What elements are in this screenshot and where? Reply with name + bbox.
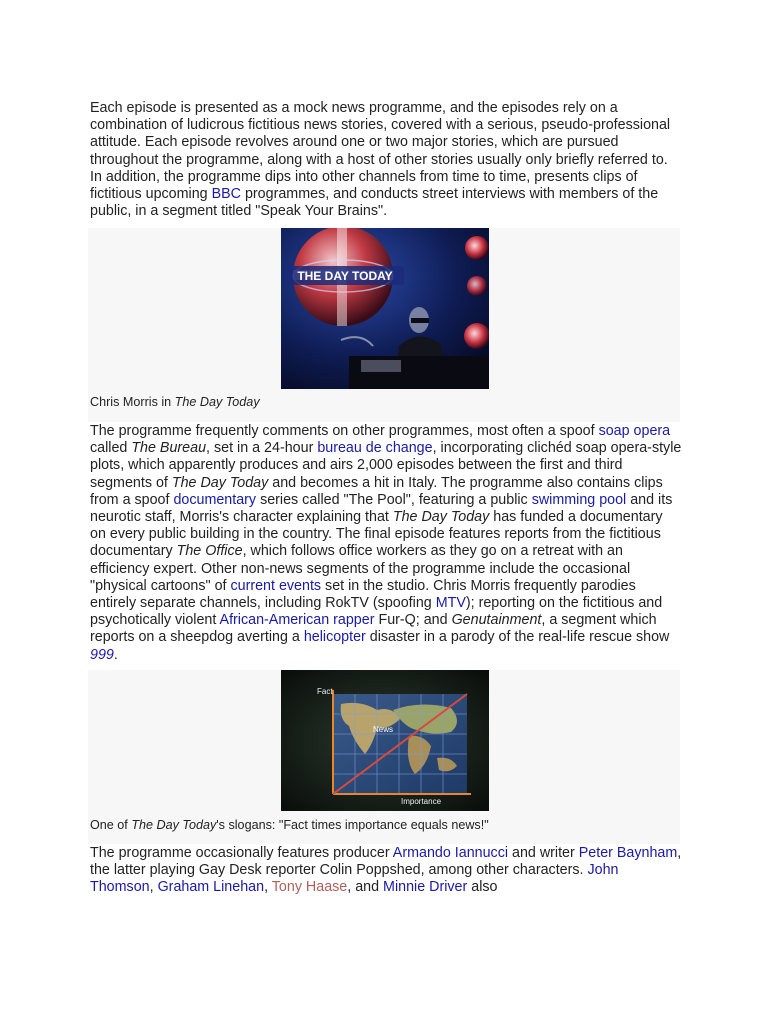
link-armando-iannucci[interactable]: Armando Iannucci: [392, 845, 509, 861]
link-john-thomson[interactable]: John Thomson: [90, 862, 619, 896]
paragraph-episode-format: [90, 100, 682, 220]
text: , and: [347, 879, 384, 896]
text: ,: [149, 879, 158, 896]
text: .: [113, 646, 118, 663]
paragraph-other-programmes: [90, 423, 682, 664]
link-graham-linehan[interactable]: Graham Linehan: [157, 879, 265, 896]
caption-title: The Day Today: [131, 818, 217, 832]
title-the-day-today: The Day Today: [171, 474, 269, 491]
text: programmes, and conducts street interviews with members of the public, in a segment titled "Speak Your Brains".: [90, 186, 659, 220]
text: ); reporting on the fictitious and psychotically violent: [90, 595, 663, 629]
figure-caption: [90, 818, 489, 833]
title-the-day-today: The Day Today: [392, 509, 490, 526]
figure-caption: [90, 395, 260, 410]
graph-image: [281, 670, 489, 811]
title-the-bureau: The Bureau: [131, 440, 207, 457]
link-african-american-rapper[interactable]: African-American rapper: [219, 612, 375, 629]
text: The programme frequently comments on other programmes, most often a spoof: [90, 423, 599, 439]
link-documentary[interactable]: documentary: [173, 491, 257, 508]
link-peter-baynham[interactable]: Peter Baynham: [578, 845, 678, 861]
text: Each episode is presented as a mock news programme, and the episodes rely on a combination of ludicrous fictitious news stories, covered with a serious, pseudo-professional attitude. Each episode revolves around one or two major stories, which are pursued throughout the programme, along with a host of other stories usually only briefly referred to. In addition, the programme dips into other channels from time to time, presents clips of fictitious upcoming: [90, 100, 671, 203]
link-minnie-driver[interactable]: Minnie Driver: [383, 879, 468, 896]
caption-text: Chris Morris in: [90, 395, 175, 409]
caption-title: The Day Today: [174, 395, 260, 409]
text: , incorporating clichéd soap opera-style plots, which apparently produces and airs 2,000 episodes between the first and third segments of: [90, 440, 682, 491]
text: , set in a 24-hour: [206, 440, 318, 457]
axis-label-fact: Fact: [317, 687, 333, 696]
text: ,: [264, 879, 272, 896]
text: has funded a documentary on every public building in the country. The final episode features reports from the fictitious documentary: [90, 509, 663, 560]
link-tony-haase[interactable]: Tony Haase: [271, 879, 348, 896]
text: and becomes a hit in Italy. The programme also contains clips from a spoof: [90, 474, 663, 508]
text: and writer: [508, 845, 579, 861]
text: , a segment which reports on a sheepdog averting a: [90, 612, 657, 646]
text: and its neurotic staff, Morris's character explaining that: [90, 491, 673, 526]
text: also: [467, 879, 498, 896]
text: set in the studio. Chris Morris frequently parodies entirely separate channels, including RokTV (spoofing: [90, 577, 636, 612]
link-swimming-pool[interactable]: swimming pool: [531, 491, 627, 508]
title-genutainment: Genutainment: [451, 612, 542, 629]
link-current-events[interactable]: current events: [230, 577, 322, 594]
title-the-office: The Office: [176, 543, 243, 560]
photo-chris-morris-studio[interactable]: [281, 228, 489, 389]
figure-chris-morris: [88, 228, 680, 422]
text: called: [90, 440, 132, 457]
logo-text: THE DAY TODAY: [297, 269, 393, 283]
text: Fur-Q; and: [374, 612, 452, 629]
label-news: News: [373, 725, 394, 734]
link-soap-opera[interactable]: soap opera: [598, 423, 671, 439]
photo-fact-importance-graph[interactable]: [281, 670, 489, 811]
text: , the latter playing Gay Desk reporter Colin Poppshed, among other characters.: [90, 845, 682, 879]
title-999: 999: [90, 646, 114, 663]
link-helicopter[interactable]: helicopter: [303, 629, 366, 646]
link-bureau-de-change[interactable]: bureau de change: [317, 440, 433, 457]
text: series called "The Pool", featuring a public: [256, 491, 532, 508]
caption-text: One of: [90, 818, 132, 832]
figure-slogan: [88, 670, 680, 844]
link-bbc[interactable]: BBC: [211, 186, 241, 203]
text: disaster in a parody of the real-life rescue show: [365, 629, 670, 646]
text: The programme occasionally features producer: [90, 845, 393, 861]
link-999[interactable]: [90, 647, 114, 663]
studio-image: [281, 228, 489, 389]
link-mtv[interactable]: MTV: [435, 595, 466, 612]
text: , which follows office workers as they go on a retreat with an efficiency expert. Other non-news segments of the programme include the occasional "physical cartoons" of: [90, 543, 631, 594]
paragraph-cast: [90, 845, 682, 897]
caption-text: 's slogans: "Fact times importance equals news!": [216, 818, 489, 832]
axis-label-importance: Importance: [401, 797, 442, 806]
